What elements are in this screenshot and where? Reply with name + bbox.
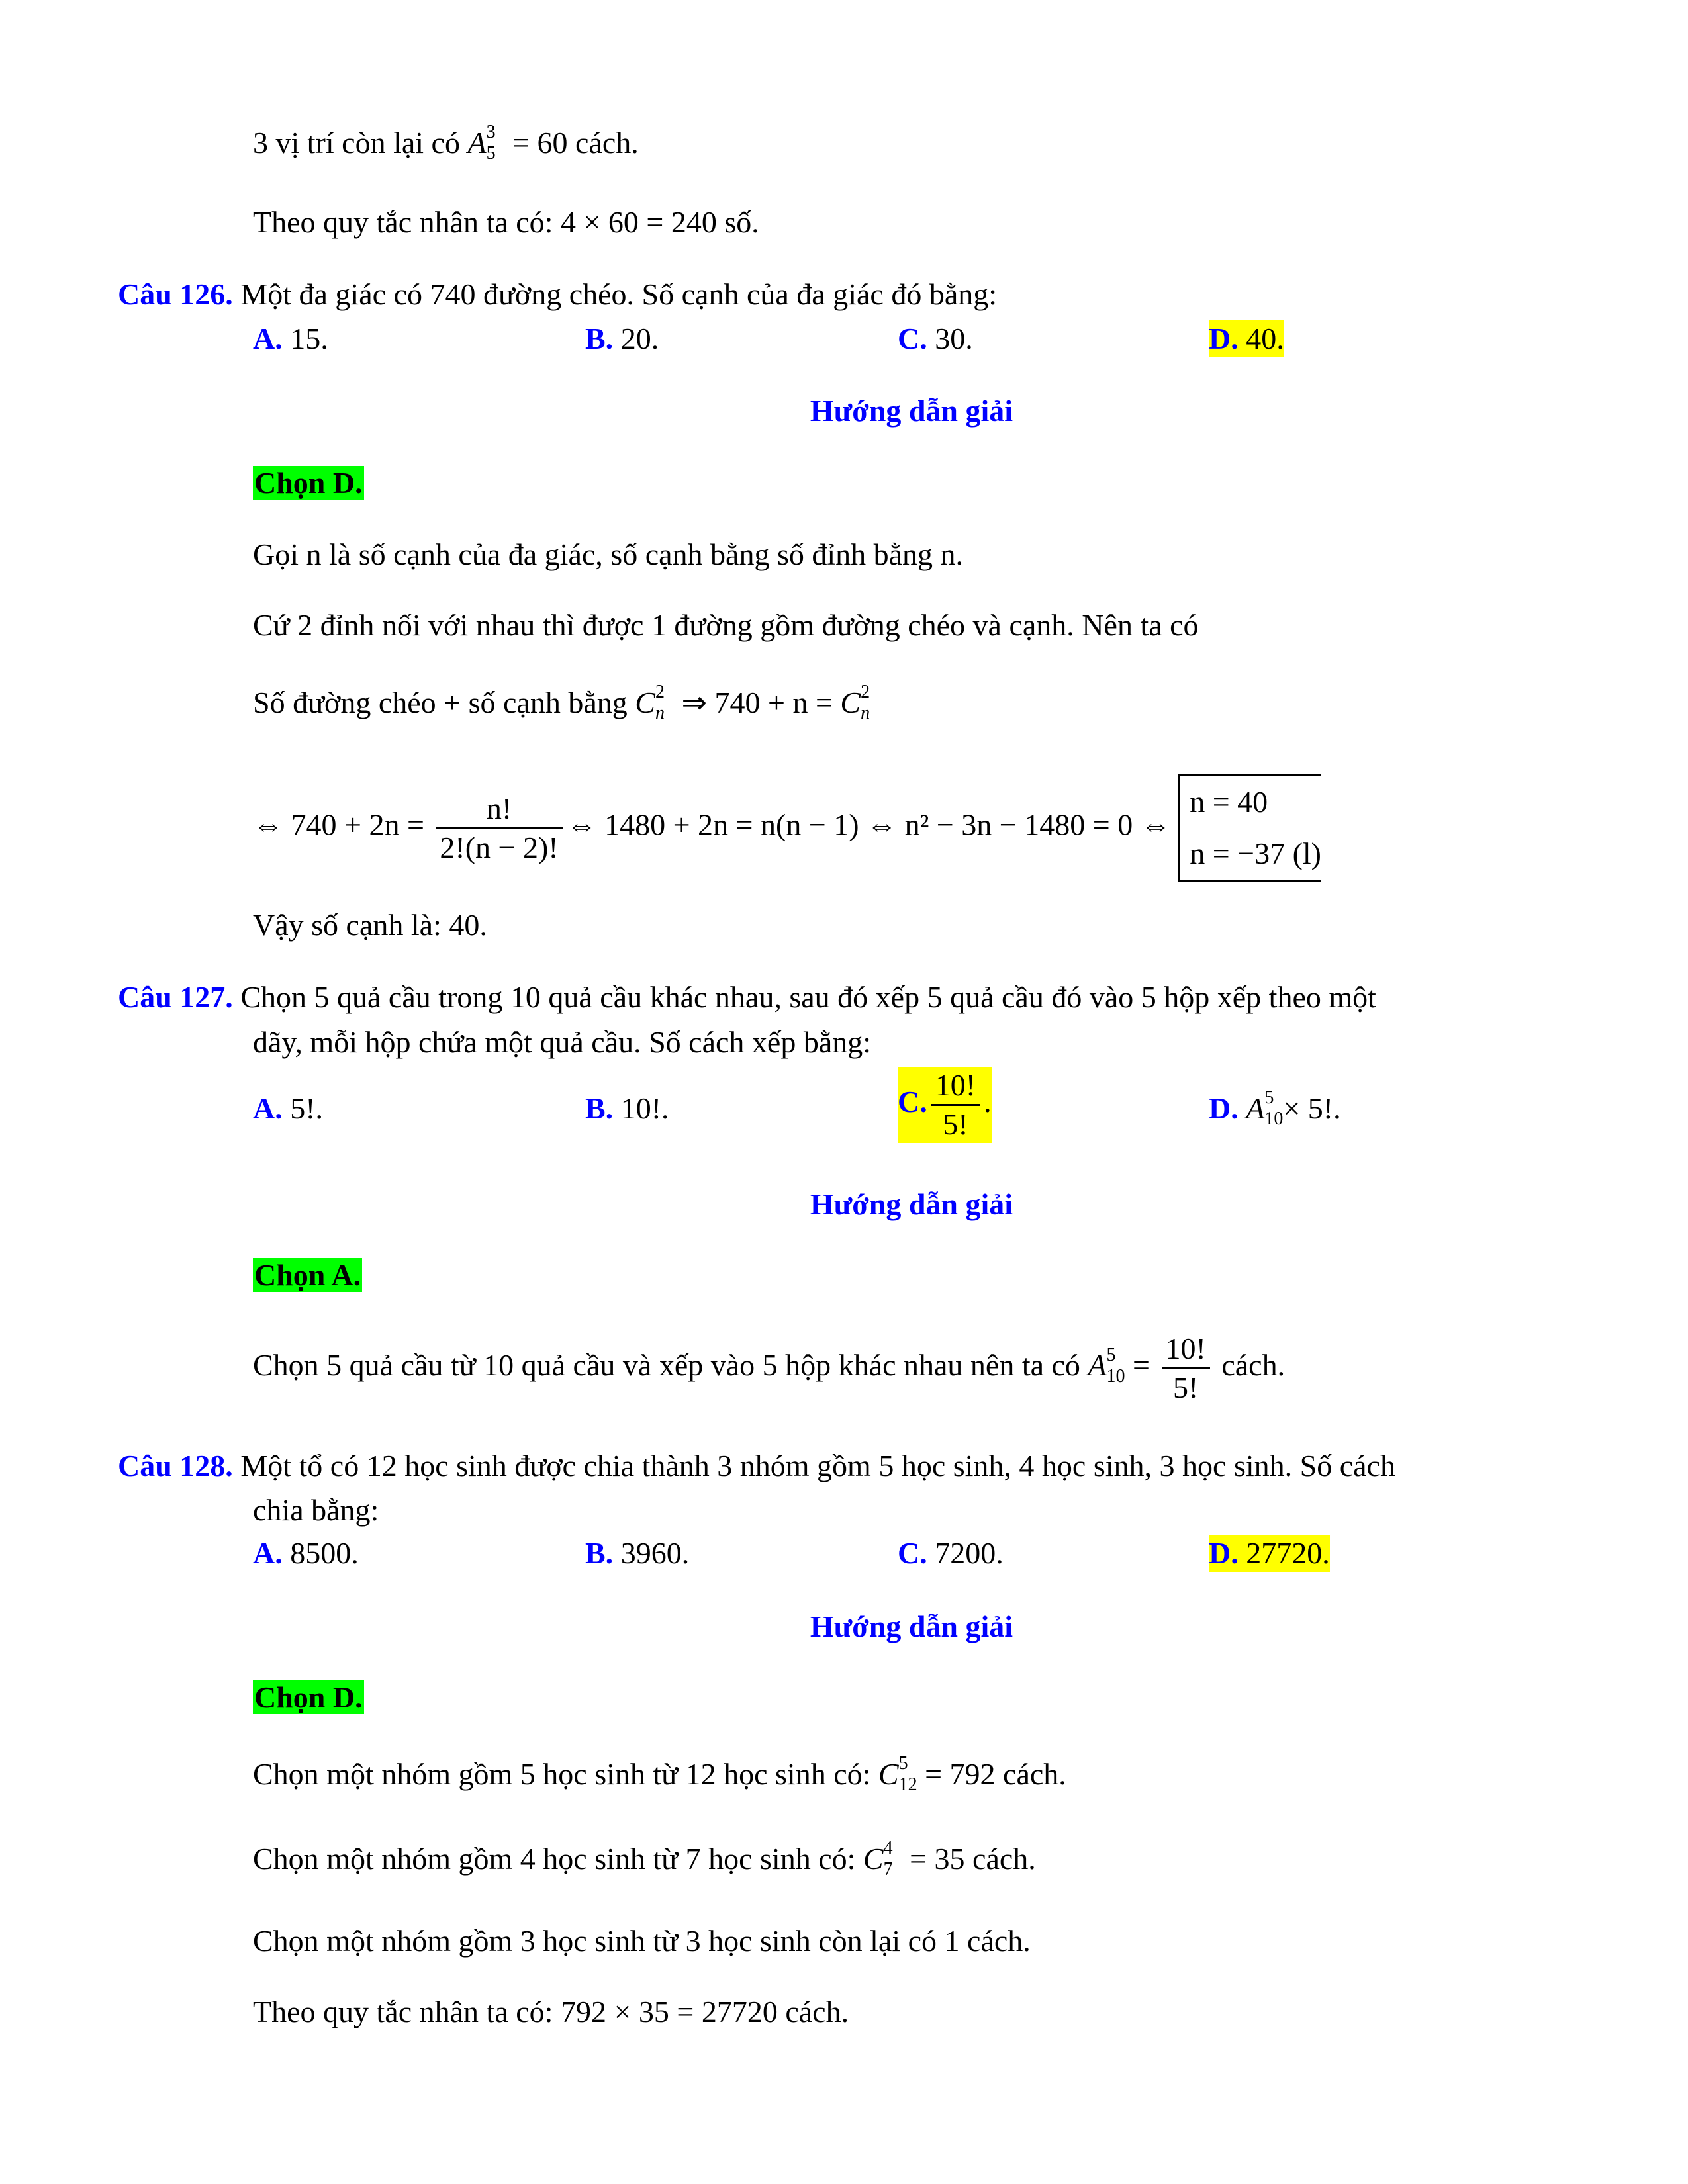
solution-line: Vậy số cạnh là: 40.	[253, 908, 487, 942]
question-128-line-2: chia bằng:	[253, 1493, 379, 1527]
question-128: Câu 128. Một tổ có 12 học sinh được chia thành 3 nhóm gồm 5 học sinh, 4 học sinh, 3 học sinh. Số cách	[118, 1449, 1395, 1482]
option-a: A. 8500.	[253, 1536, 359, 1570]
option-b: B. 10!.	[585, 1091, 669, 1125]
option-c-correct: C. $\frac{10!}{5!}$ .	[898, 1067, 992, 1143]
solution-line: Cứ 2 đỉnh nối với nhau thì được 1 đường gồm đường chéo và cạnh. Nên ta có	[253, 608, 1199, 642]
solution-line: Chọn một nhóm gồm 5 học sinh từ 12 học sinh có: C 5 12 = 792 cách.	[253, 1753, 1066, 1796]
option-b: B. 20.	[585, 322, 659, 355]
solution-line: Theo quy tắc nhân ta có: 792 × 35 = 27720 cách.	[253, 1995, 849, 2028]
answer-badge: Chọn A.	[254, 1258, 361, 1292]
option-a: A. 15.	[253, 322, 328, 355]
option-c: C. 30.	[898, 322, 973, 355]
solution-line: Chọn một nhóm gồm 4 học sinh từ 7 học sinh có: C 4 7 = 35 cách.	[253, 1838, 1036, 1880]
answer-badge: Chọn D.	[254, 466, 363, 500]
intro-line-2: Theo quy tắc nhân ta có: 4 × 60 = 240 số.	[253, 205, 759, 239]
option-b: B. 3960.	[585, 1536, 690, 1570]
solution-line: Số đường chéo + số cạnh bằng C 2 n ⇒ 740 + n = C 2 n	[253, 682, 870, 724]
question-127-line-2: dãy, mỗi hộp chứa một quả cầu. Số cách xếp bằng:	[253, 1025, 872, 1059]
option-d: D. A 5 10 × 5!.	[1209, 1087, 1341, 1130]
question-126: Câu 126. Một đa giác có 740 đường chéo. Số cạnh của đa giác đó bằng:	[118, 277, 998, 311]
solution-line: Chọn một nhóm gồm 3 học sinh từ 3 học sinh còn lại có 1 cách.	[253, 1924, 1031, 1958]
intro-line-1: 3 vị trí còn lại có A 3 5 = 60 cách.	[253, 122, 639, 164]
solution-line: Gọi n là số cạnh của đa giác, số cạnh bằng số đỉnh bằng n.	[253, 537, 964, 571]
option-a: A. 5!.	[253, 1091, 324, 1125]
answer-badge: Chọn D.	[254, 1680, 363, 1714]
option-c: C. 7200.	[898, 1536, 1004, 1570]
question-127: Câu 127. Chọn 5 quả cầu trong 10 quả cầu khác nhau, sau đó xếp 5 quả cầu đó vào 5 hộp xếp theo một	[118, 980, 1376, 1014]
option-d-correct: D. 40.	[1209, 320, 1284, 357]
option-d-correct: D. 27720.	[1209, 1535, 1330, 1572]
solution-line: Chọn 5 quả cầu từ 10 quả cầu và xếp vào 5 hộp khác nhau nên ta có A 5 10 = $\frac{10!}{5!}$ cách.	[253, 1332, 1286, 1404]
solution-heading: Hướng dẫn giải	[810, 1610, 1013, 1643]
solution-heading: Hướng dẫn giải	[810, 1187, 1013, 1221]
solution-heading: Hướng dẫn giải	[810, 394, 1013, 428]
equation: ⇔ 740 + 2n = $\frac{n!}{2!(n - 2)!}$ ⇔ 1480 + 2n = n(n − 1) ⇔ n² − 3n − 1480 = 0 ⇔ n = 40 n = −37 (l)	[253, 774, 1321, 882]
